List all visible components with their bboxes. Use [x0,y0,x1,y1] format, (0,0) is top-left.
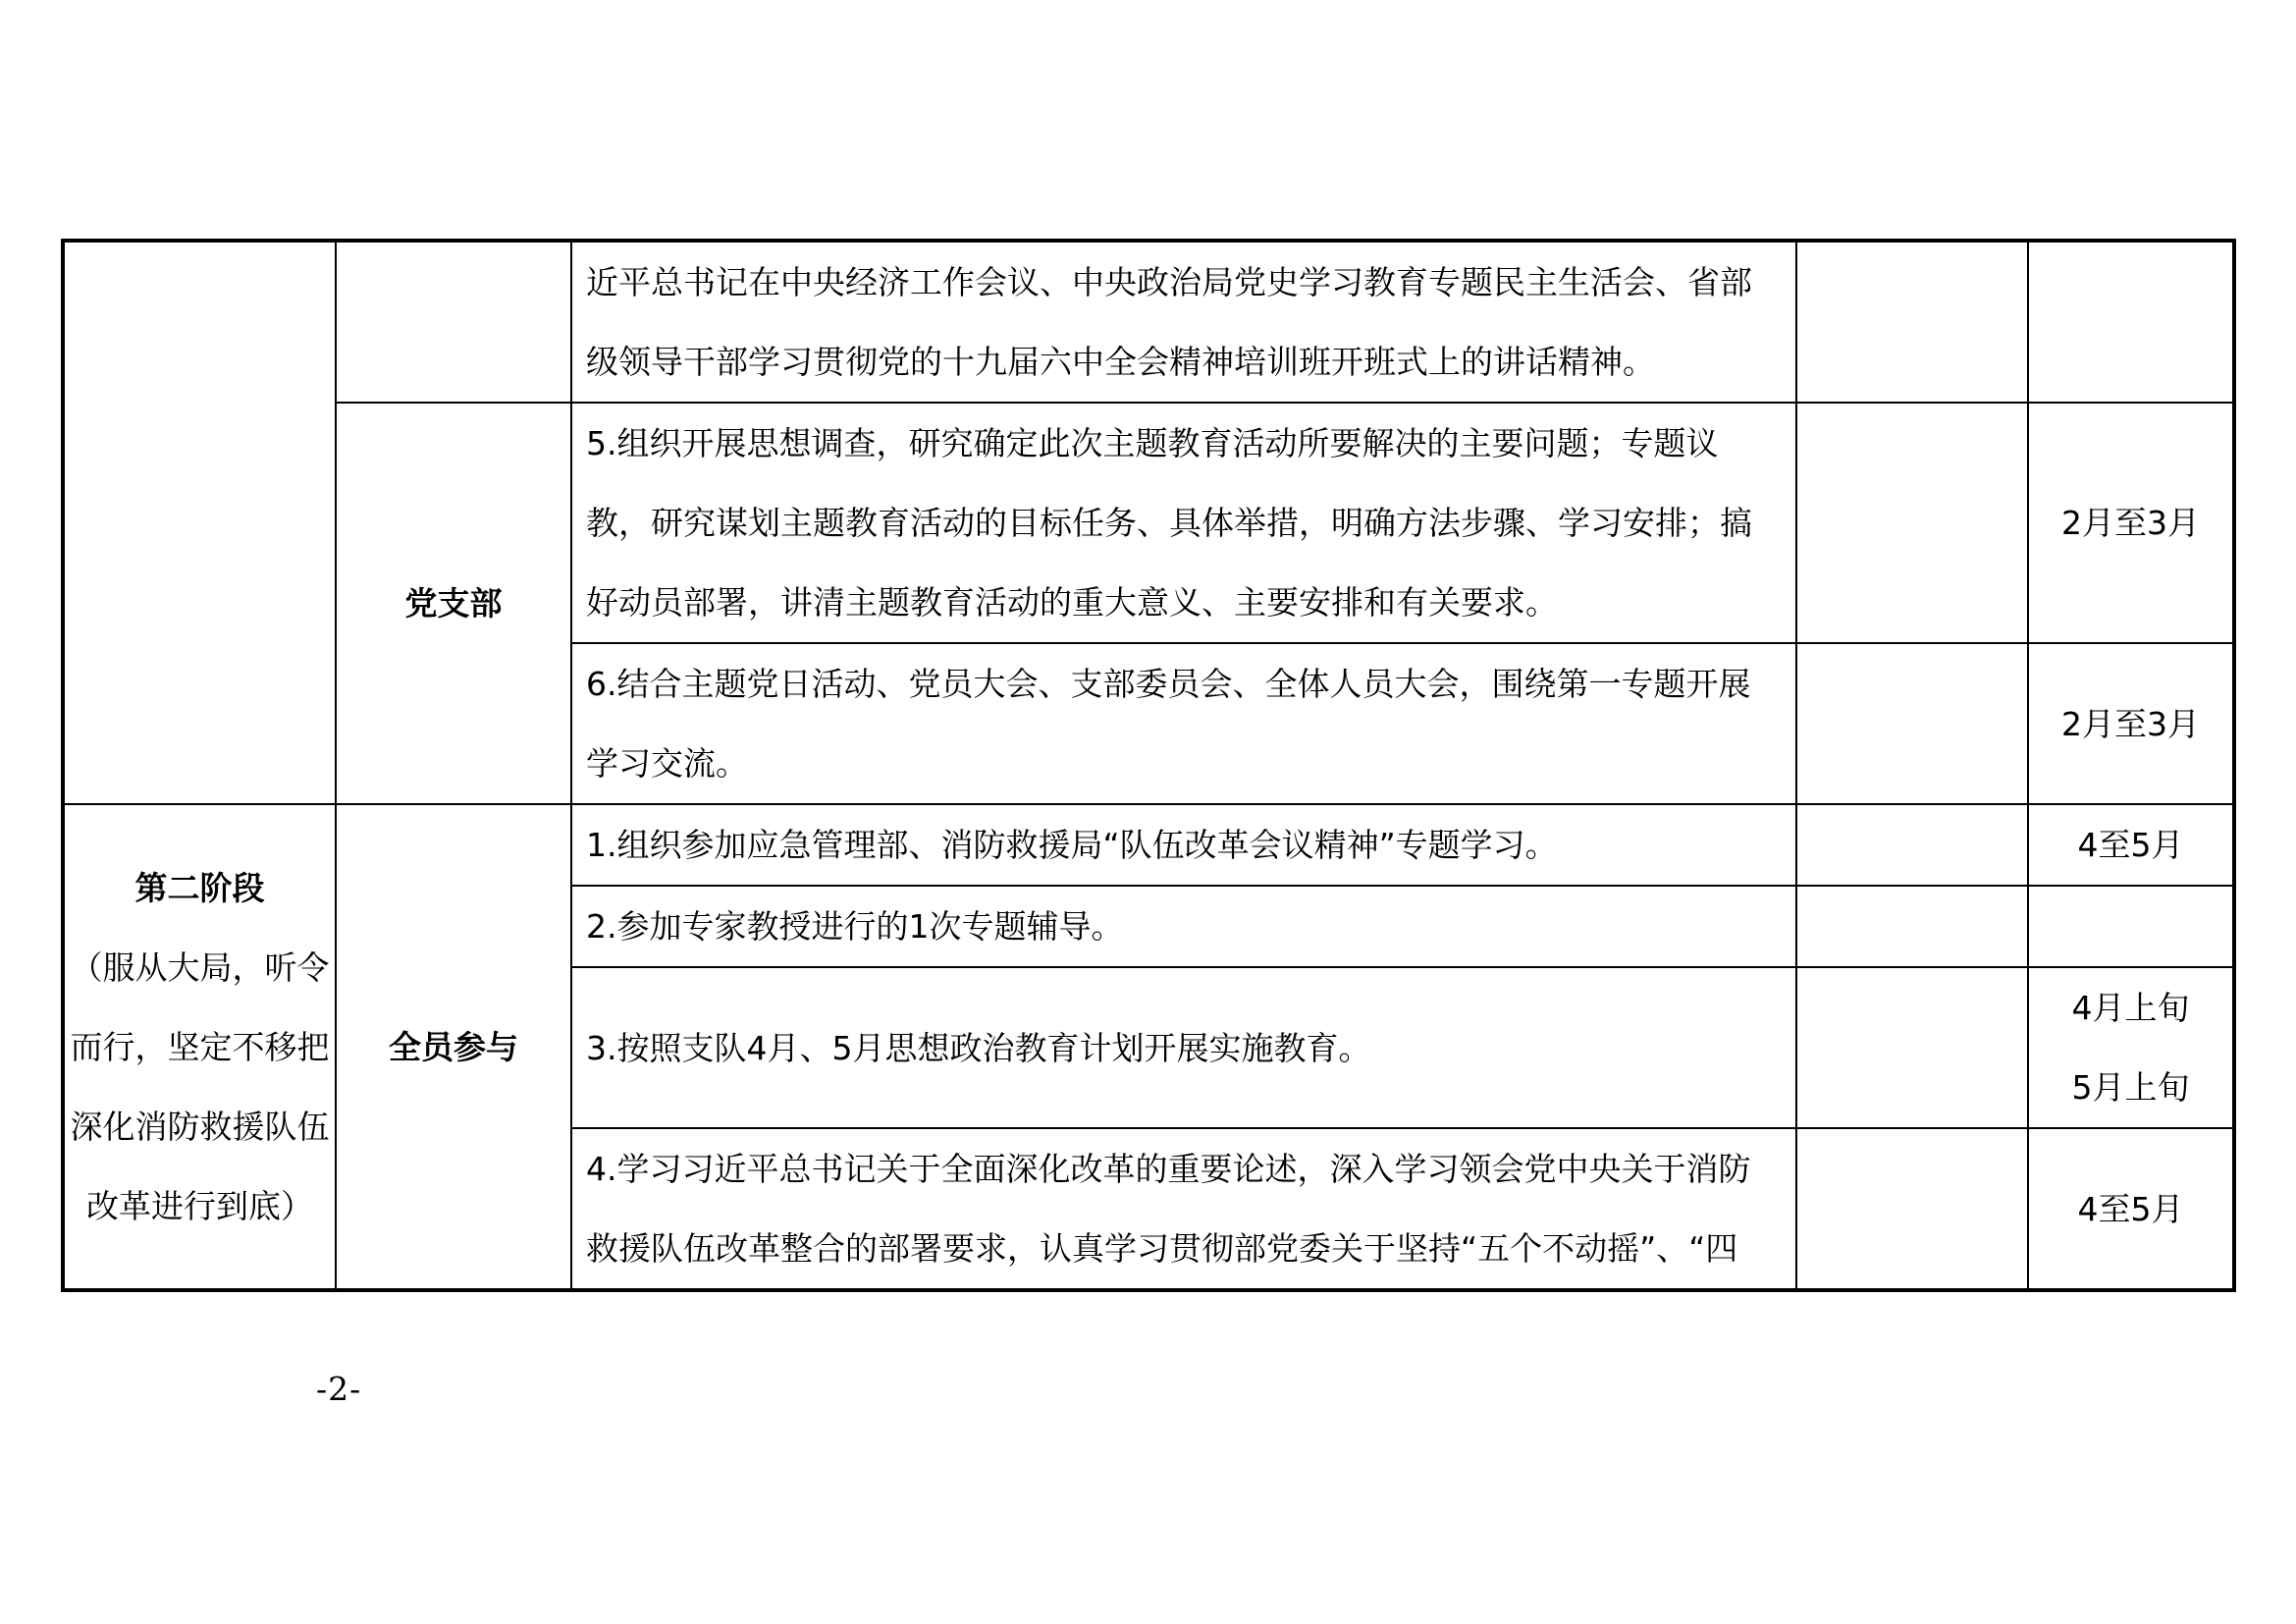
task-content: 5.组织开展思想调查，研究确定此次主题教育活动所要解决的主要问题；专题议教，研究谋划主题教育活动的目标任务、具体举措，明确方法步骤、学习安排；搞好动员部署，讲清主题教育活动的重大意义、主要安排和有关要求。 [571,403,1796,643]
time-cell: 4至5月 [2028,1128,2234,1290]
stage-title: 第二阶段 [134,868,265,907]
stage-cell-second [63,804,336,1290]
time-cell [2028,967,2234,1128]
note-cell [1796,967,2028,1128]
note-cell [1796,1128,2028,1290]
time-cell: 2月至3月 [2028,403,2234,643]
note-cell [1796,241,2028,403]
stage-cell-empty [63,241,336,804]
note-cell [1796,403,2028,643]
note-cell [1796,643,2028,804]
time-cell: 2月至3月 [2028,643,2234,804]
unit-cell-branch: 党支部 [336,403,571,804]
task-content: 2.参加专家教授进行的1次专题辅导。 [571,886,1796,967]
note-cell [1796,804,2028,886]
time-cell: 4至5月 [2028,804,2234,886]
page-number: -2- [316,1370,362,1408]
table-row [63,241,2234,403]
task-content: 6.结合主题党日活动、党员大会、支部委员会、全体人员大会，围绕第一专题开展学习交流。 [571,643,1796,804]
unit-cell-empty [336,241,571,403]
plan-table [61,239,2236,1292]
task-content: 1.组织参加应急管理部、消防救援局“队伍改革会议精神”专题学习。 [571,804,1796,886]
task-content: 3.按照支队4月、5月思想政治教育计划开展实施教育。 [571,967,1796,1128]
time-cell [2028,241,2234,403]
unit-cell-all: 全员参与 [336,804,571,1290]
time-line: 4月上旬 [2071,989,2190,1027]
note-cell [1796,886,2028,967]
time-cell [2028,886,2234,967]
stage-subtitle: （服从大局，听令而行，坚定不移把深化消防救援队伍改革进行到底） [70,947,330,1225]
table-row [63,804,2234,886]
time-line: 5月上旬 [2071,1068,2190,1107]
task-content: 近平总书记在中央经济工作会议、中央政治局党史学习教育专题民主生活会、省部级领导干部学习贯彻党的十九届六中全会精神培训班开班式上的讲话精神。 [571,241,1796,403]
task-content: 4.学习习近平总书记关于全面深化改革的重要论述，深入学习领会党中央关于消防救援队伍改革整合的部署要求，认真学习贯彻部党委关于坚持“五个不动摇”、“四 [571,1128,1796,1290]
table-row [63,403,2234,643]
